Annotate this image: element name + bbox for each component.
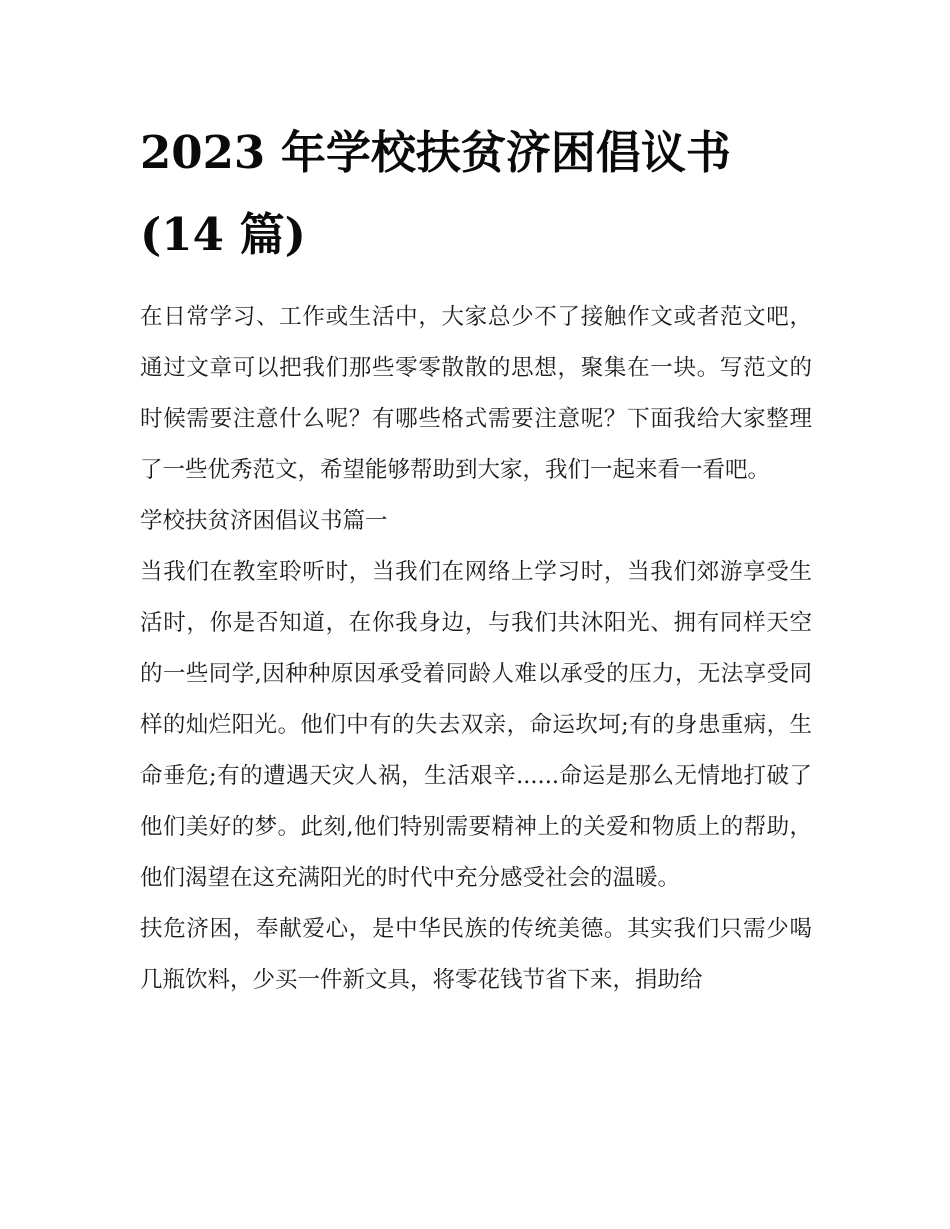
intro-paragraph: 在日常学习、工作或生活中，大家总少不了接触作文或者范文吧，通过文章可以把我们那些零零散散的思想，聚集在一块。写范文的时候需要注意什么呢？有哪些格式需要注意呢？下面我给大家整理了一些优秀范文，希望能够帮助到大家，我们一起来看一看吧。 (140, 304, 812, 483)
document-body (140, 292, 812, 1006)
document-page (140, 112, 812, 1006)
body-paragraph-1: 当我们在教室聆听时，当我们在网络上学习时，当我们郊游享受生活时，你是否知道，在你我身边，与我们共沐阳光、拥有同样天空的一些同学,因种种原因承受着同龄人难以承受的压力，无法享受同样的灿烂阳光。他们中有的失去双亲，命运坎坷;有的身患重病，生命垂危;有的遭遇天灾人祸，生活艰辛......命运是那么无情地打破了他们美好的梦。此刻,他们特别需要精神上的关爱和物质上的帮助，他们渴望在这充满阳光的时代中充分感受社会的温暖。 (140, 559, 812, 891)
title-line-2: (14 篇) (140, 208, 306, 261)
title-line-1: 2023 年学校扶贫济困倡议书 (140, 126, 731, 179)
body-paragraph-2: 扶危济困，奉献爱心，是中华民族的传统美德。其实我们只需少喝几瓶饮料，少买一件新文具，将零花钱节省下来，捐助给 (140, 916, 812, 993)
section-heading: 学校扶贫济困倡议书篇一 (140, 508, 388, 534)
document-title (140, 112, 812, 276)
